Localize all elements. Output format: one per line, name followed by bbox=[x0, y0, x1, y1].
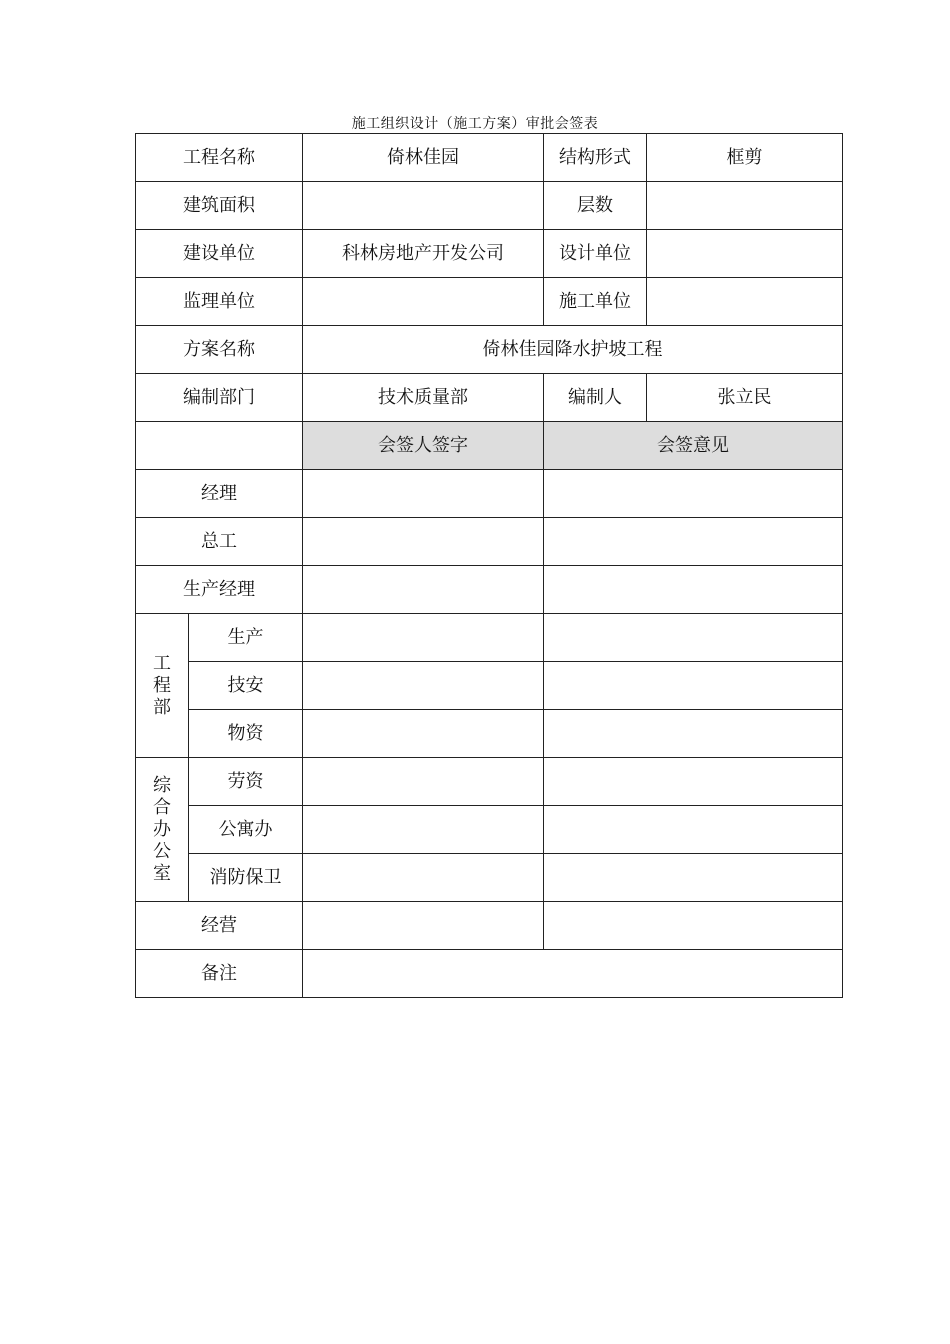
general-office-text: 综合办公室 bbox=[153, 774, 171, 884]
project-name-value: 倚林佳园 bbox=[303, 134, 544, 182]
row-project-name bbox=[136, 134, 843, 182]
business-label: 经营 bbox=[136, 902, 303, 950]
production-manager-label: 生产经理 bbox=[136, 566, 303, 614]
row-office-labor bbox=[136, 758, 843, 806]
office-labor-label: 劳资 bbox=[189, 758, 303, 806]
designer-value bbox=[647, 230, 843, 278]
manager-opinion bbox=[544, 470, 843, 518]
office-fire-security-opinion bbox=[544, 854, 843, 902]
general-office-label bbox=[136, 758, 189, 902]
office-admin-signature bbox=[303, 806, 544, 854]
dept-value: 技术质量部 bbox=[303, 374, 544, 422]
office-admin-label: 公寓办 bbox=[189, 806, 303, 854]
structure-value: 框剪 bbox=[647, 134, 843, 182]
row-area bbox=[136, 182, 843, 230]
row-remarks bbox=[136, 950, 843, 998]
engineering-dept-label bbox=[136, 614, 189, 758]
builder-value: 科林房地产开发公司 bbox=[303, 230, 544, 278]
signoff-header-blank bbox=[136, 422, 303, 470]
opinion-column-header: 会签意见 bbox=[544, 422, 843, 470]
area-label: 建筑面积 bbox=[136, 182, 303, 230]
row-eng-production bbox=[136, 614, 843, 662]
eng-materials-label: 物资 bbox=[189, 710, 303, 758]
row-dept bbox=[136, 374, 843, 422]
production-manager-signature bbox=[303, 566, 544, 614]
builder-label: 建设单位 bbox=[136, 230, 303, 278]
author-label: 编制人 bbox=[544, 374, 647, 422]
structure-label: 结构形式 bbox=[544, 134, 647, 182]
designer-label: 设计单位 bbox=[544, 230, 647, 278]
approval-form-table bbox=[135, 133, 843, 998]
row-chief-engineer bbox=[136, 518, 843, 566]
row-office-admin bbox=[136, 806, 843, 854]
row-eng-materials bbox=[136, 710, 843, 758]
office-admin-opinion bbox=[544, 806, 843, 854]
row-production-manager bbox=[136, 566, 843, 614]
form-title: 施工组织设计（施工方案）审批会签表 bbox=[351, 116, 599, 132]
eng-tech-safety-label: 技安 bbox=[189, 662, 303, 710]
project-name-label: 工程名称 bbox=[136, 134, 303, 182]
row-plan bbox=[136, 326, 843, 374]
supervisor-value bbox=[303, 278, 544, 326]
eng-production-signature bbox=[303, 614, 544, 662]
production-manager-opinion bbox=[544, 566, 843, 614]
engineering-dept-text: 工程部 bbox=[153, 652, 171, 718]
eng-production-opinion bbox=[544, 614, 843, 662]
eng-tech-safety-signature bbox=[303, 662, 544, 710]
chief-engineer-signature bbox=[303, 518, 544, 566]
manager-signature bbox=[303, 470, 544, 518]
row-signoff-header bbox=[136, 422, 843, 470]
row-builder bbox=[136, 230, 843, 278]
constructor-value bbox=[647, 278, 843, 326]
row-supervisor bbox=[136, 278, 843, 326]
chief-engineer-label: 总工 bbox=[136, 518, 303, 566]
author-value: 张立民 bbox=[647, 374, 843, 422]
chief-engineer-opinion bbox=[544, 518, 843, 566]
eng-production-label: 生产 bbox=[189, 614, 303, 662]
dept-label: 编制部门 bbox=[136, 374, 303, 422]
row-manager bbox=[136, 470, 843, 518]
eng-tech-safety-opinion bbox=[544, 662, 843, 710]
plan-label: 方案名称 bbox=[136, 326, 303, 374]
office-fire-security-signature bbox=[303, 854, 544, 902]
eng-materials-signature bbox=[303, 710, 544, 758]
business-opinion bbox=[544, 902, 843, 950]
row-business bbox=[136, 902, 843, 950]
floors-label: 层数 bbox=[544, 182, 647, 230]
plan-value: 倚林佳园降水护坡工程 bbox=[303, 326, 843, 374]
office-labor-opinion bbox=[544, 758, 843, 806]
area-value bbox=[303, 182, 544, 230]
office-labor-signature bbox=[303, 758, 544, 806]
supervisor-label: 监理单位 bbox=[136, 278, 303, 326]
constructor-label: 施工单位 bbox=[544, 278, 647, 326]
remarks-label: 备注 bbox=[136, 950, 303, 998]
manager-label: 经理 bbox=[136, 470, 303, 518]
remarks-content bbox=[303, 950, 843, 998]
office-fire-security-label: 消防保卫 bbox=[189, 854, 303, 902]
row-eng-tech-safety bbox=[136, 662, 843, 710]
business-signature bbox=[303, 902, 544, 950]
signature-column-header: 会签人签字 bbox=[303, 422, 544, 470]
floors-value bbox=[647, 182, 843, 230]
eng-materials-opinion bbox=[544, 710, 843, 758]
row-office-fire-security bbox=[136, 854, 843, 902]
